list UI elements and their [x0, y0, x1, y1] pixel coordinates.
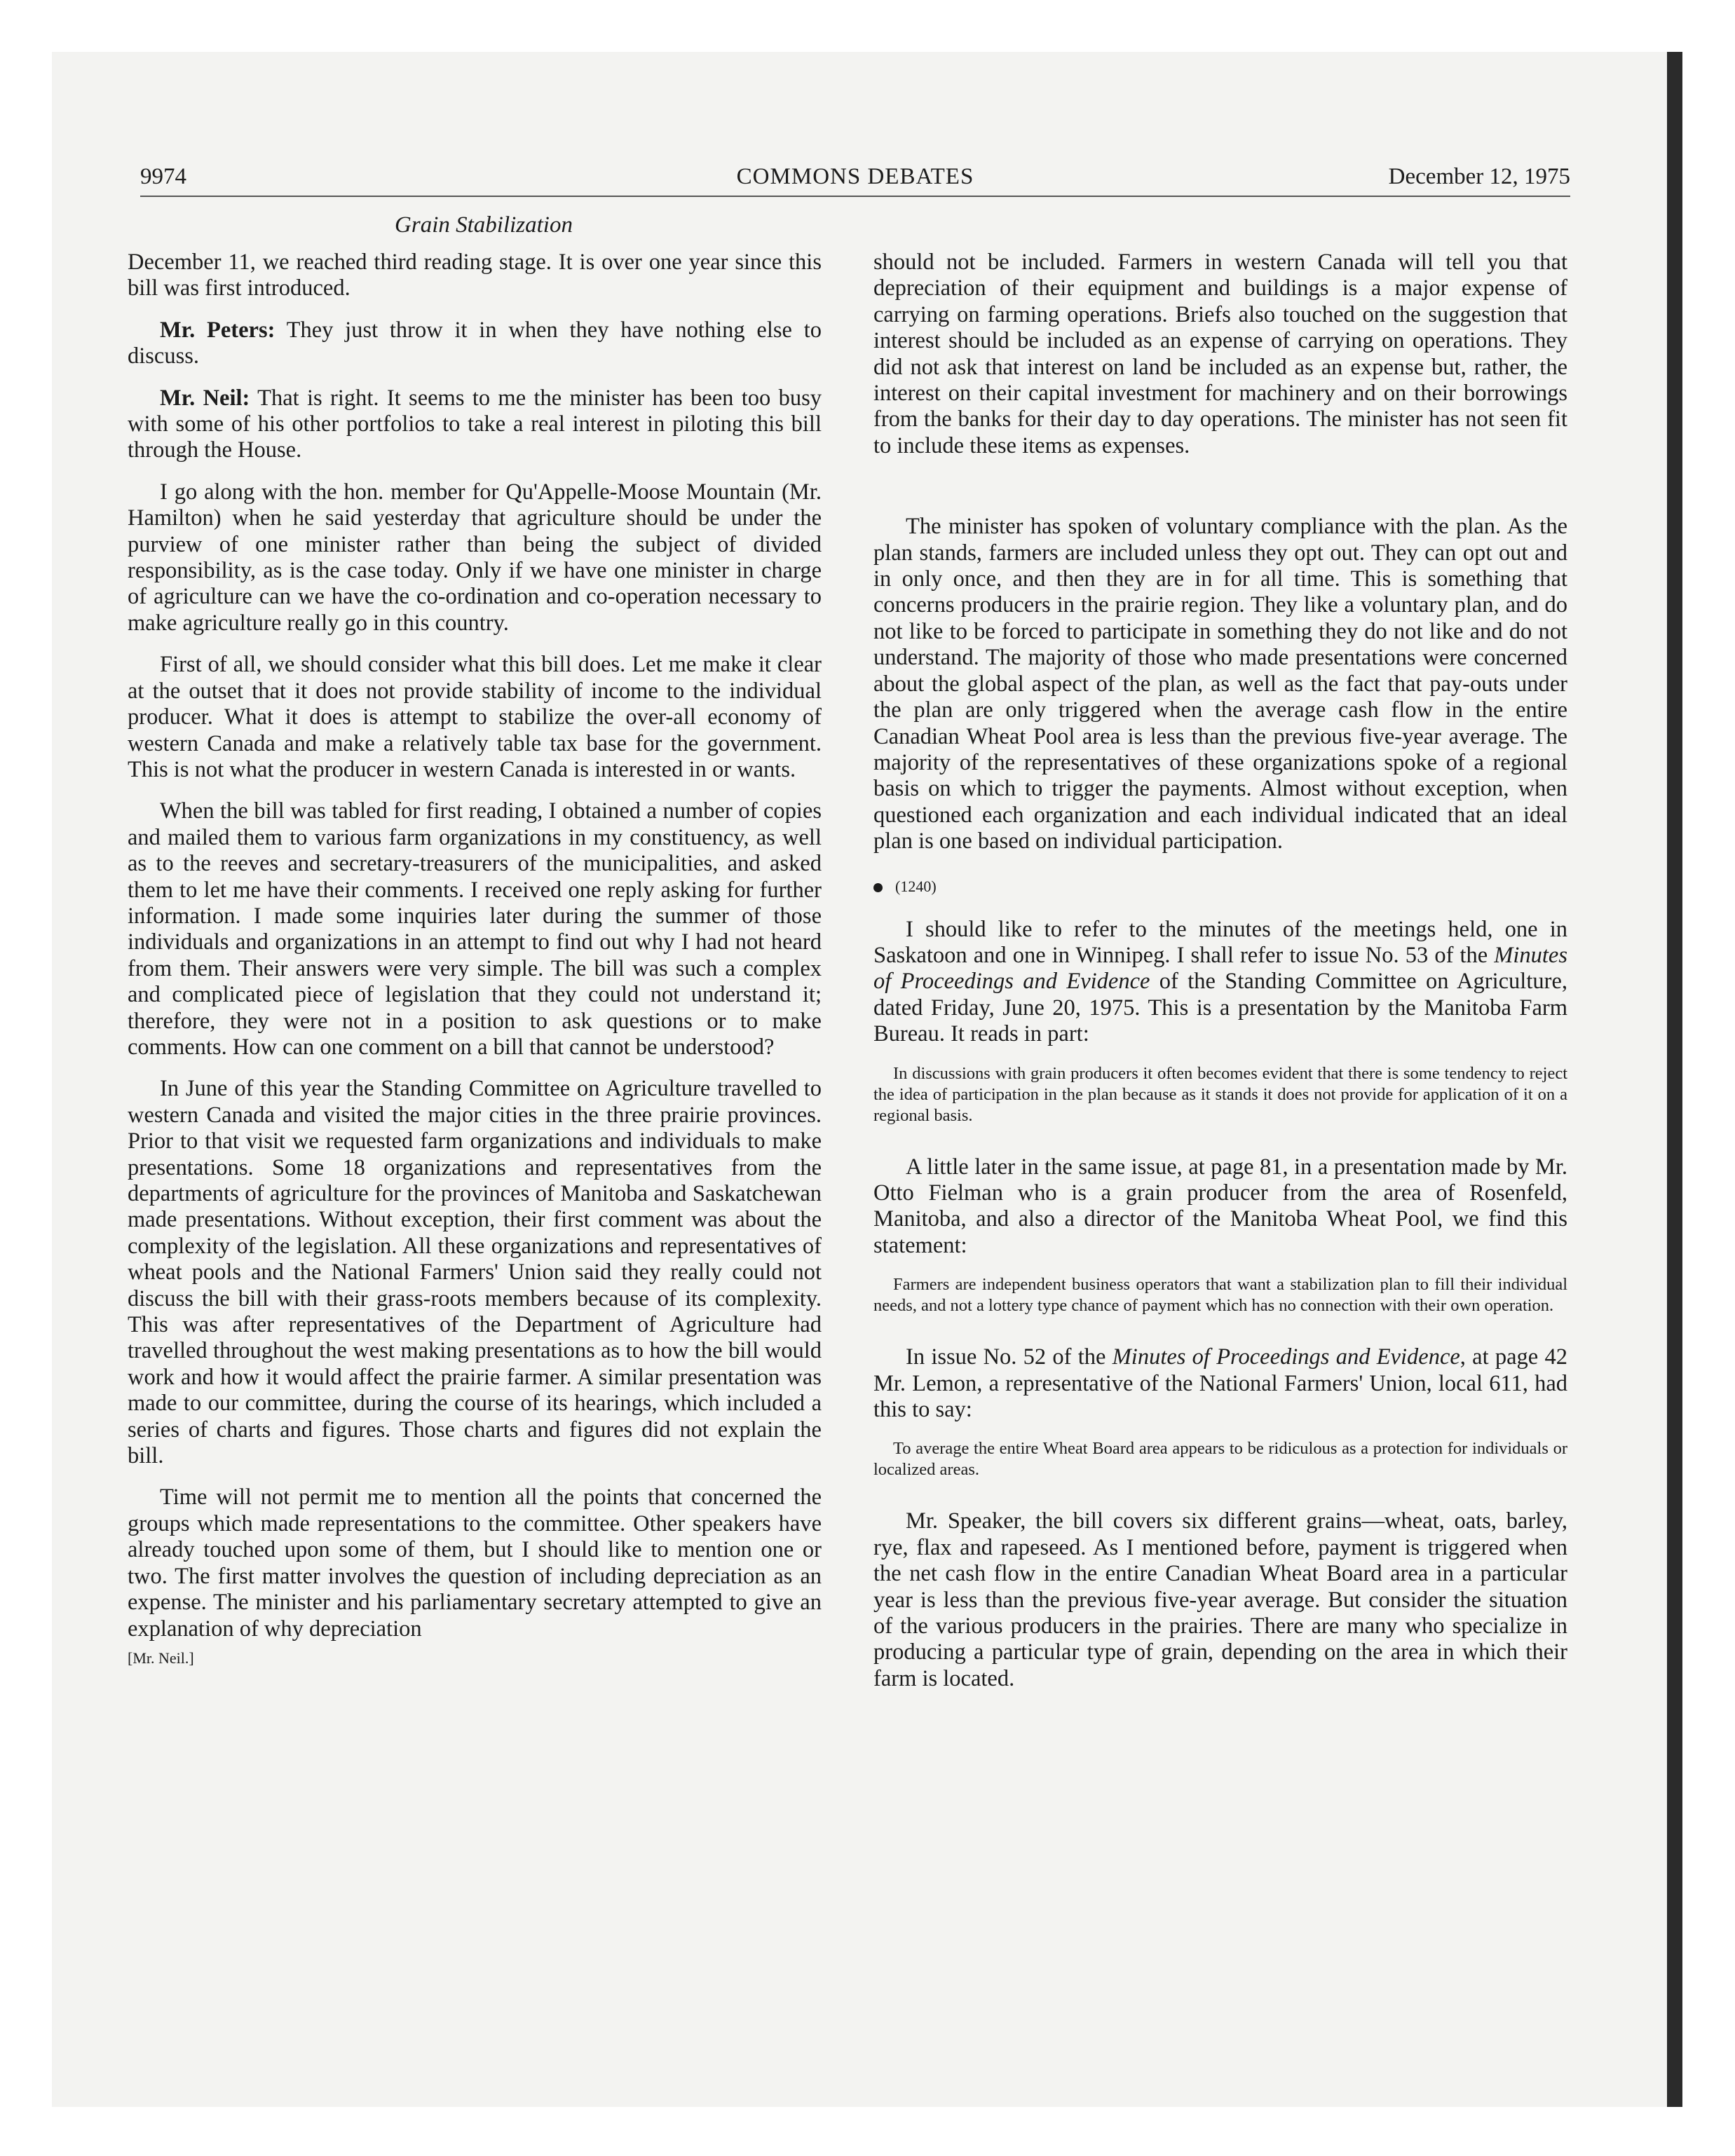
- left-paragraph-5: First of all, we should consider what this bill does. Let me make it clear at the outset that it does not provide stability of income to the individual producer. What it does is attempt to stabilize the over-all economy of western Canada and make a relatively table tax base for the government. This is not what the producer in western Canada is interested in or wants.: [128, 652, 822, 782]
- left-paragraph-1: December 11, we reached third reading stage. It is over one year since this bill was first introduced.: [128, 250, 822, 301]
- speaker-name: Mr. Peters:: [160, 317, 275, 343]
- header-rule: [140, 196, 1570, 197]
- left-column: [128, 250, 822, 1669]
- speaker-name: Mr. Neil:: [160, 385, 250, 411]
- left-paragraph-7: In June of this year the Standing Committee on Agriculture travelled to western Canada and visited the major cities in the three prairie provinces. Prior to that visit we requested farm organizations and individuals to make presentations. Some 18 organizations and representatives from the departments of agriculture for the provinces of Manitoba and Saskatchewan made presentations. Without exception, their first comment was about the complexity of the legislation. All these organizations and representatives of wheat pools and the National Farmers' Union said they really could not discuss the bill with their grass-roots members because of its complexity. This was after representatives of the Department of Agriculture had travelled throughout the west making presentations as to how the bill would work and how it would affect the prairie farmer. A similar presentation was made to our committee, during the course of its hearings, which included a series of charts and figures. Those charts and figures did not explain the bill.: [128, 1076, 822, 1469]
- section-title: Grain Stabilization: [395, 212, 573, 238]
- time-marker: [873, 876, 1567, 897]
- left-paragraph-4: I go along with the hon. member for Qu'Appelle-Moose Mountain (Mr. Hamilton) when he said yesterday that agriculture should be under the purview of one minister rather than being the subject of divided responsibility, as is the case today. Only if we have one minister in charge of agriculture can we have the co-ordination and co-operation necessary to make agriculture really go in this country.: [128, 479, 822, 636]
- right-paragraph-3: I should like to refer to the minutes of the meetings held, one in Saskatoon and one in Winnipeg. I shall refer to issue No. 53 of the Minutes of Proceedings and Evidence of the Standing Committee on Agriculture, dated Friday, June 20, 1975. This is a presentation by the Manitoba Farm Bureau. It reads in part:: [873, 916, 1567, 1047]
- left-paragraph-3: [128, 386, 822, 464]
- scan-edge-bar: [1667, 52, 1682, 2107]
- right-paragraph-5: In issue No. 52 of the Minutes of Proceedings and Evidence, at page 42 Mr. Lemon, a representative of the National Farmers' Union, local 611, had this to say:: [873, 1344, 1567, 1422]
- publication-title: COMMONS DEBATES: [736, 164, 974, 189]
- block-quote-1: In discussions with grain producers it often becomes evident that there is some tendency to reject the idea of participation in the plan because as it stands it does not provide for application of it on a regional basis.: [873, 1063, 1567, 1125]
- publication-reference: Minutes of Proceedings and Evidence: [873, 942, 1567, 995]
- left-paragraph-8: Time will not permit me to mention all the points that concerned the groups which made representations to the committee. Other speakers have already touched upon some of them, but I should like to mention one or two. The first matter involves the question of including depreciation as an expense. The minister and his parliamentary secretary attempted to give an explanation of why depreciation: [128, 1485, 822, 1642]
- page-date: December 12, 1975: [1388, 164, 1570, 189]
- right-paragraph-4: A little later in the same issue, at page 81, in a presentation made by Mr. Otto Fielman who is a grain producer from the area of Rosenfeld, Manitoba, and also a director of the Manitoba Wheat Pool, we find this statement:: [873, 1154, 1567, 1258]
- right-paragraph-1: should not be included. Farmers in western Canada will tell you that depreciation of their equipment and buildings is a major expense of carrying on farming operations. Briefs also touched on the suggestion that interest should be included as an expense of carrying on operations. They did not ask that interest on land be included as an expense but, rather, the interest on their capital investment for machinery and on their borrowings from the banks for their day to day operations. The minister has not seen fit to include these items as expenses.: [873, 250, 1567, 458]
- right-paragraph-6: Mr. Speaker, the bill covers six different grains—wheat, oats, barley, rye, flax and rapeseed. As I mentioned before, payment is triggered when the net cash flow in the entire Canadian Wheat Board area in a particular year is less than the previous five-year average. But consider the situation of the various producers in the prairies. There are many who specialize in producing a particular type of grain, depending on the area in which their farm is located.: [873, 1508, 1567, 1691]
- left-paragraph-2: [128, 318, 822, 370]
- right-paragraph-2: The minister has spoken of voluntary compliance with the plan. As the plan stands, farmers are included unless they opt out. They can opt out and in only once, and then they are in for all time. This is something that concerns producers in the prairie region. They like a voluntary plan, and do not like to be forced to participate in something they do not like and do not understand. The majority of those who made presentations were concerned about the global aspect of the plan, as well as the fact that pay-outs under the plan are only triggered when the average cash flow in the entire Canadian Wheat Pool area is less than the previous five-year average. The majority of the representatives of these organizations spoke of a regional basis on which to trigger the payments. Almost without exception, when questioned each organization and each individual indicated that an ideal plan is one based on individual participation.: [873, 514, 1567, 854]
- page-header: [140, 160, 1570, 193]
- speech-text: That is right. It seems to me the minister has been too busy with some of his other portfolios to take a real interest in piloting this bill through the House.: [128, 385, 822, 463]
- block-quote-3: To average the entire Wheat Board area appears to be ridiculous as a protection for individuals or localized areas.: [873, 1439, 1567, 1480]
- speaker-footer-note: [Mr. Neil.]: [128, 1649, 194, 1667]
- left-paragraph-6: When the bill was tabled for first reading, I obtained a number of copies and mailed them to various farm organizations in my constituency, as well as to the reeves and secretary-treasurers of the municipalities, and asked them to let me have their comments. I received one reply asking for further information. I made some inquiries later during the summer of those individuals and organizations in an attempt to find out why I had not heard from them. Their answers were very simple. The bill was such a complex and complicated piece of legislation that they could not understand it; therefore, they were not in a position to ask questions or to make comments. How can one comment on a bill that cannot be understood?: [128, 798, 822, 1060]
- block-quote-2: Farmers are independent business operators that want a stabilization plan to fill their individual needs, and not a lottery type chance of payment which has no connection with their own operation.: [873, 1275, 1567, 1316]
- publication-reference: Minutes of Proceedings and Evidence: [1112, 1344, 1460, 1370]
- bullet-dot-icon: [873, 883, 883, 892]
- speech-text: They just throw it in when they have nothing else to discuss.: [128, 317, 822, 369]
- page-number: 9974: [140, 164, 186, 189]
- time-marker-text: (1240): [895, 877, 937, 895]
- right-column: [873, 250, 1567, 1707]
